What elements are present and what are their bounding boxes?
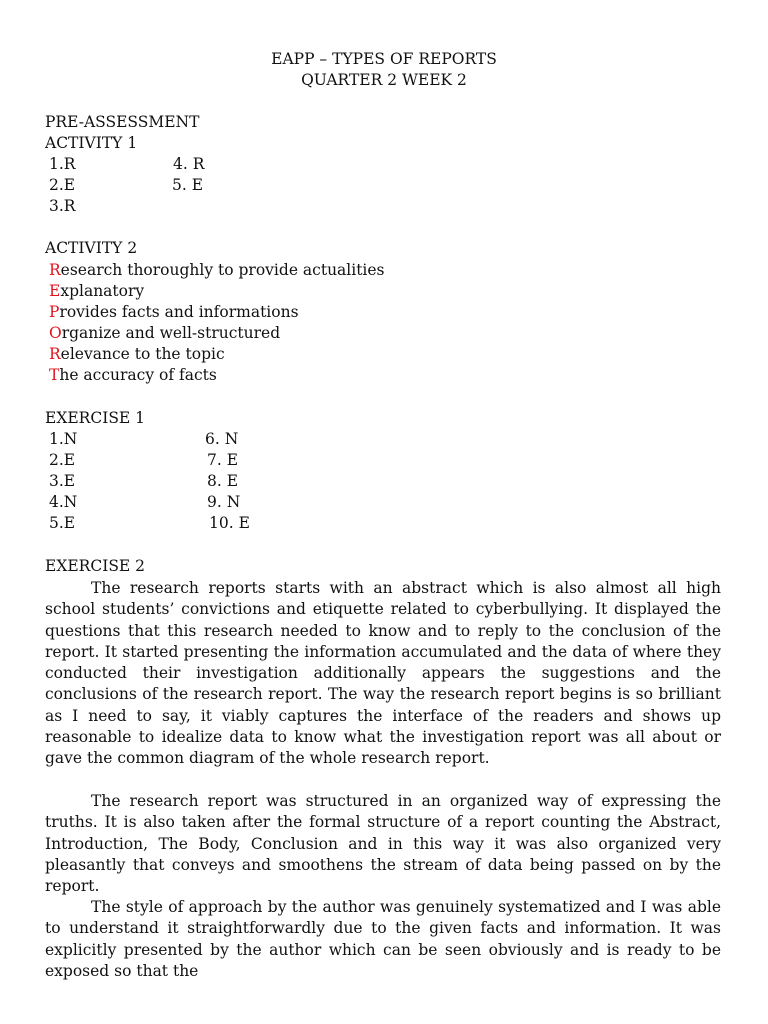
acrostic-text: rganize and well-structured — [61, 324, 281, 342]
acrostic-line — [49, 302, 299, 323]
acrostic-initial: T — [49, 366, 60, 384]
exercise2-heading: EXERCISE 2 — [45, 557, 146, 575]
activity1-heading: ACTIVITY 1 — [45, 134, 138, 152]
answer-item: 7. E — [207, 451, 239, 469]
answer-item: 5. E — [172, 176, 204, 194]
acrostic-initial: R — [49, 345, 61, 363]
essay-paragraph-3: The style of approach by the author was genuinely systematized and I was able to understand it straightforwardly due to the given facts and information. It was explicitly presented by the author which can be seen obviously and is ready to be exposed so that the — [45, 898, 721, 980]
acrostic-initial: O — [49, 324, 62, 342]
activity2-heading: ACTIVITY 2 — [45, 239, 138, 257]
acrostic-initial: R — [49, 261, 61, 279]
pre-assessment-heading: PRE-ASSESSMENT — [45, 113, 200, 131]
answer-item: 5.E — [49, 514, 76, 532]
answer-item: 10. E — [209, 514, 250, 532]
essay-paragraph-1: The research reports starts with an abstract which is also almost all high school students’ convictions and etiquette related to cyberbullying. It displayed the questions that this research needed to know and to reply to the conclusion of the report. It started presenting the information accumulated and the data of where they conducted their investigation additionally appears the suggestions and the conclusions of the research report. The way the research report begins is so brilliant as I need to say, it viably captures the interface of the readers and shows up reasonable to idealize data to know what the investigation report was all about or gave the common diagram of the whole research report. — [45, 579, 721, 768]
answer-item: 2.E — [49, 176, 76, 194]
answer-item: 3.R — [49, 197, 76, 215]
answer-item: 1.N — [49, 430, 78, 448]
acrostic-initial: E — [49, 282, 61, 300]
answer-item: 1.R — [49, 155, 76, 173]
document-title: EAPP – TYPES OF REPORTS — [271, 50, 497, 68]
answer-item: 8. E — [207, 472, 239, 490]
acrostic-text: rovides facts and informations — [59, 303, 299, 321]
acrostic-text: xplanatory — [60, 282, 145, 300]
answer-item: 9. N — [207, 493, 241, 511]
acrostic-line — [49, 260, 385, 281]
acrostic-line — [49, 323, 280, 344]
acrostic-initial: P — [49, 303, 60, 321]
exercise1-heading: EXERCISE 1 — [45, 409, 146, 427]
essay-paragraph-2: The research report was structured in an organized way of expressing the truths. It is also taken after the formal structure of a report counting the Abstract, Introduction, The Body, Conclusion and in this way it was also organized very pleasantly that conveys and smoothens the stream of data being passed on by the report. — [45, 792, 721, 896]
acrostic-text: he accuracy of facts — [59, 366, 217, 384]
answer-item: 4.N — [49, 493, 78, 511]
answer-item: 3.E — [49, 472, 76, 490]
acrostic-text: elevance to the topic — [60, 345, 225, 363]
acrostic-line — [49, 365, 217, 386]
acrostic-text: esearch thoroughly to provide actualities — [60, 261, 385, 279]
acrostic-line — [49, 344, 225, 365]
acrostic-line — [49, 281, 144, 302]
answer-item: 2.E — [49, 451, 76, 469]
answer-item: 6. N — [205, 430, 239, 448]
document-subtitle: QUARTER 2 WEEK 2 — [301, 71, 467, 89]
answer-item: 4. R — [173, 155, 205, 173]
